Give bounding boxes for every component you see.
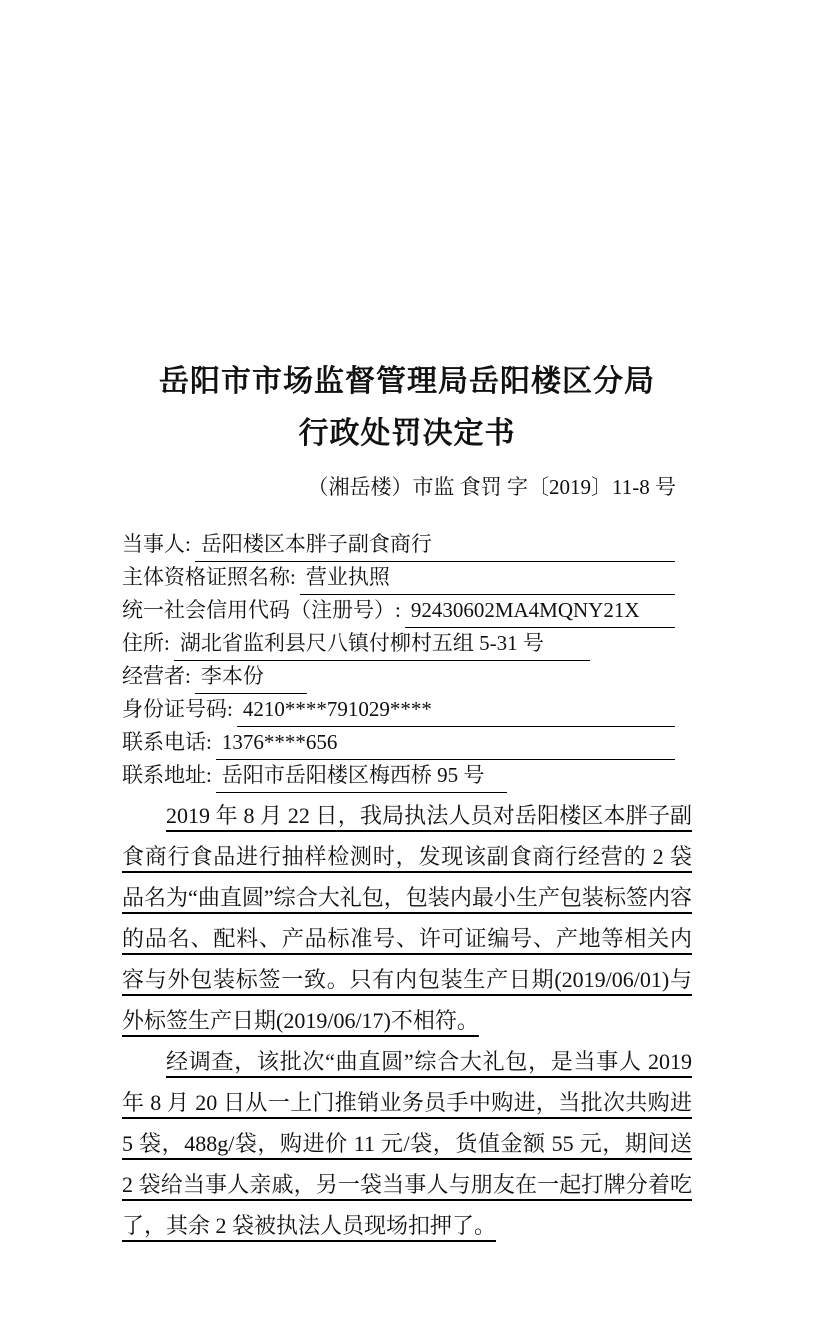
field-label-operator: 经营者: [122, 664, 191, 688]
party-info-section [122, 528, 692, 792]
field-value-id-number: 4210****791029**** [237, 693, 675, 727]
field-value-operator: 李本份 [195, 660, 307, 694]
field-value-credit-code: 92430602MA4MQNY21X [405, 594, 675, 628]
field-row-phone [122, 726, 692, 759]
field-label-id-number: 身份证号码: [122, 697, 233, 721]
field-value-contact-address: 岳阳市岳阳楼区梅西桥 95 号 [216, 759, 507, 793]
document-number: （湘岳楼）市监 食罚 字〔2019〕11-8 号 [307, 475, 676, 499]
field-row-party [122, 528, 692, 561]
field-value-phone: 1376****656 [216, 726, 675, 760]
case-description-section [122, 795, 692, 1246]
field-row-residence [122, 627, 692, 660]
field-label-license-name: 主体资格证照名称: [122, 565, 296, 589]
field-row-contact-address [122, 759, 692, 792]
field-label-contact-address: 联系地址: [122, 763, 212, 787]
document-title-type: 行政处罚决定书 [298, 417, 516, 450]
field-value-party: 岳阳楼区本胖子副食商行 [195, 528, 675, 562]
field-label-phone: 联系电话: [122, 730, 212, 754]
field-label-party: 当事人: [122, 532, 191, 556]
field-row-id-number [122, 693, 692, 726]
field-row-license-name [122, 561, 692, 594]
field-row-operator [122, 660, 692, 693]
field-value-license-name: 营业执照 [300, 561, 675, 595]
document-content [122, 356, 692, 1246]
paragraph-inspection-findings: 2019 年 8 月 22 日，我局执法人员对岳阳楼区本胖子副食商行食品进行抽样检测时，发现该副食商行经营的 2 袋品名为“曲直圆”综合大礼包，包装内最小生产包装标签内容的品名、配料、产品标准号、许可证编号、产地等相关内容与外包装标签一致。只有内包装生产日期(2019/06/01)与外标签生产日期(2019/06/17)不相符。 [122, 803, 692, 1033]
field-row-credit-code [122, 594, 692, 627]
paragraph-investigation-details: 经调查，该批次“曲直圆”综合大礼包，是当事人 2019 年 8 月 20 日从一上门推销业务员手中购进，当批次共购进 5 袋，488g/袋，购进价 11 元/袋，货值金额 55 元，期间送 2 袋给当事人亲戚，另一袋当事人与朋友在一起打牌分着吃了，其余 2 袋被执法人员现场扣押了。 [122, 1049, 692, 1238]
field-label-residence: 住所: [122, 631, 170, 655]
field-label-credit-code: 统一社会信用代码（注册号）: [122, 598, 401, 622]
document-title-agency: 岳阳市市场监督管理局岳阳楼区分局 [159, 365, 655, 398]
field-value-residence: 湖北省监利县尺八镇付柳村五组 5-31 号 [174, 627, 590, 661]
